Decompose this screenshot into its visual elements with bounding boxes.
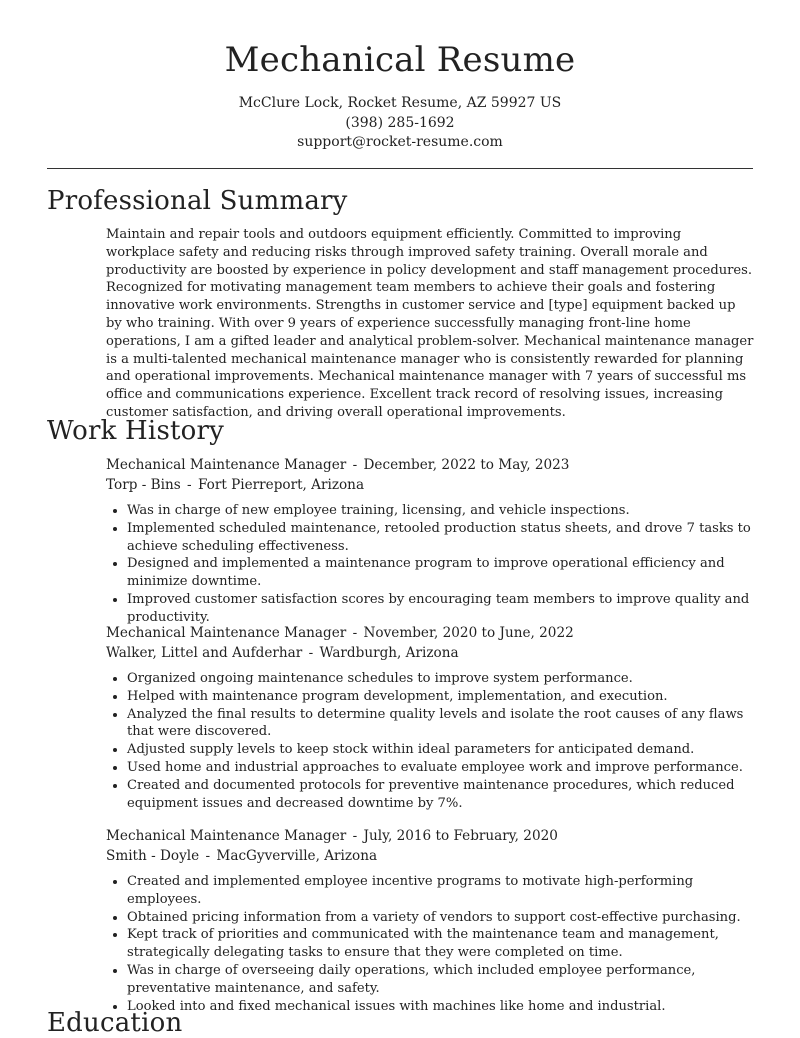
job-bullet: • Improved customer satisfaction scores by encouraging team members to improve quality and productivity.	[127, 591, 754, 627]
job-company-line: Walker, Littel and Aufderhar - Wardburgh, Arizona	[106, 644, 459, 661]
job-company-line: Smith - Doyle - MacGyverville, Arizona	[106, 847, 378, 864]
job-title-line: Mechanical Maintenance Manager - July, 2016 to February, 2020	[106, 828, 558, 844]
job-bullet: • Adjusted supply levels to keep stock within ideal parameters for anticipated demand.	[127, 741, 754, 759]
job-bullet: • Kept track of priorities and communicated with the maintenance team and management, strategically delegating tasks to ensure that they were completed on time.	[127, 926, 754, 962]
job-title: Mechanical Maintenance Manager	[106, 457, 347, 473]
job-bullet: • Helped with maintenance program development, implementation, and execution.	[127, 688, 754, 706]
job-entry	[106, 456, 754, 627]
job-bullet: • Designed and implemented a maintenance program to improve operational efficiency and minimize downtime.	[127, 555, 754, 591]
job-bullet: • Analyzed the final results to determine quality levels and isolate the root causes of any flaws that were discovered.	[127, 706, 754, 742]
resume-title: Mechanical Resume	[224, 40, 576, 80]
job-title-line: Mechanical Maintenance Manager - December, 2022 to May, 2023	[106, 457, 570, 473]
section-heading-summary: Professional Summary	[47, 186, 348, 216]
job-company-line: Torp - Bins - Fort Pierreport, Arizona	[106, 476, 365, 493]
job-entry	[106, 624, 754, 812]
job-title: Mechanical Maintenance Manager	[106, 828, 347, 844]
section-heading-education: Education	[47, 1008, 183, 1038]
job-bullet: • Was in charge of overseeing daily operations, which included employee performance, preventative maintenance, and safety.	[127, 962, 754, 998]
job-title: Mechanical Maintenance Manager	[106, 625, 347, 641]
header-divider	[47, 168, 753, 169]
job-location: Wardburgh, Arizona	[319, 644, 459, 661]
job-entry	[106, 827, 754, 1015]
job-company: Torp - Bins	[106, 476, 181, 493]
contact-address: McClure Lock, Rocket Resume, AZ 59927 US	[238, 95, 562, 111]
summary-text: Maintain and repair tools and outdoors equipment efficiently. Committed to improving workplace safety and reducing risks through improved safety training. Overall morale and productivity are boosted by experience in policy development and staff management procedures. Recognized for motivating management team members to achieve their goals and fostering innovative work environments. Strengths in customer service and [type] equipment backed up by who training. With over 9 years of experience successfully managing front-line home operations, I am a gifted leader and analytical problem-solver. Mechanical maintenance manager is a multi-talented mechanical maintenance manager who is consistently rewarded for planning and operational improvements. Mechanical maintenance manager with 7 years of successful ms office and communications experience. Excellent track record of resolving issues, increasing customer satisfaction, and driving overall operational improvements.	[106, 227, 754, 420]
job-bullet: • Implemented scheduled maintenance, retooled production status sheets, and drove 7 tasks to achieve scheduling effectiveness.	[127, 520, 754, 556]
job-bullet: • Created and implemented employee incentive programs to motivate high-performing employees.	[127, 873, 754, 909]
job-company: Smith - Doyle	[106, 847, 200, 864]
job-bullet: • Organized ongoing maintenance schedules to improve system performance.	[127, 670, 754, 688]
job-title-line: Mechanical Maintenance Manager - November, 2020 to June, 2022	[106, 625, 574, 641]
job-location: MacGyverville, Arizona	[216, 847, 378, 864]
contact-phone: (398) 285-1692	[345, 114, 455, 131]
job-bullet: • Was in charge of new employee training, licensing, and vehicle inspections.	[127, 502, 754, 520]
job-dates: November, 2020 to June, 2022	[363, 625, 574, 641]
job-location: Fort Pierreport, Arizona	[197, 476, 365, 493]
contact-email: support@rocket-resume.com	[297, 134, 503, 150]
job-bullet: • Created and documented protocols for preventive maintenance procedures, which reduced equipment issues and decreased downtime by 7%.	[127, 777, 754, 813]
job-bullet: • Looked into and fixed mechanical issues with machines like home and industrial.	[127, 998, 754, 1016]
job-dates: July, 2016 to February, 2020	[363, 828, 558, 844]
section-heading-work-history: Work History	[47, 416, 225, 446]
job-bullet: • Used home and industrial approaches to evaluate employee work and improve performance.	[127, 759, 754, 777]
job-dates: December, 2022 to May, 2023	[363, 457, 570, 473]
job-company: Walker, Littel and Aufderhar	[106, 644, 303, 661]
job-bullets	[106, 502, 754, 627]
job-bullets	[106, 670, 754, 812]
contact-info	[0, 94, 800, 153]
job-bullet: • Obtained pricing information from a variety of vendors to support cost-effective purchasing.	[127, 909, 754, 927]
job-bullets	[106, 873, 754, 1015]
